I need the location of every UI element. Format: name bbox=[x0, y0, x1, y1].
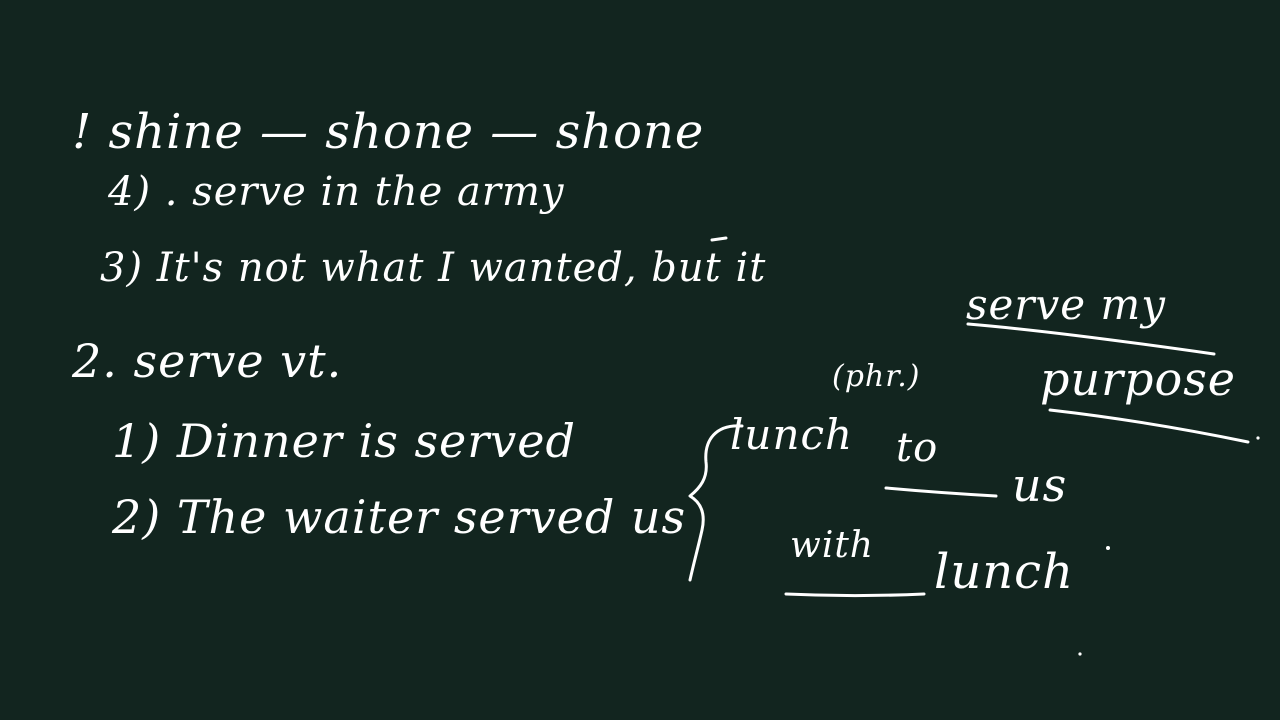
word-purpose: purpose bbox=[1040, 352, 1237, 406]
dot-2 bbox=[1078, 652, 1081, 655]
underline-with bbox=[786, 594, 924, 596]
phrase-serve-my: serve my bbox=[966, 280, 1166, 329]
line-not-what-wanted: 3) It's not what I wanted, but it bbox=[100, 245, 767, 291]
word-lunch-top: lunch bbox=[730, 410, 854, 459]
tick-mark bbox=[712, 238, 726, 240]
dot-3 bbox=[1256, 436, 1259, 439]
line-shine-forms: ! shine — shone — shone bbox=[72, 104, 705, 160]
heading-serve-vt: 2. serve vt. bbox=[72, 334, 343, 388]
word-lunch-bottom: lunch bbox=[934, 544, 1074, 600]
label-phr: (phr.) bbox=[832, 359, 921, 394]
word-with: with bbox=[790, 525, 874, 566]
line-serve-army: 4) . serve in the army bbox=[108, 169, 565, 215]
example-waiter-served: 2) The waiter served us bbox=[112, 490, 687, 544]
word-to: to bbox=[896, 425, 939, 471]
underline-purpose bbox=[1050, 410, 1248, 442]
underline-to bbox=[886, 488, 996, 496]
dot-1 bbox=[1106, 546, 1110, 550]
example-dinner-served: 1) Dinner is served bbox=[112, 414, 576, 468]
word-us-right: us bbox=[1012, 458, 1068, 512]
